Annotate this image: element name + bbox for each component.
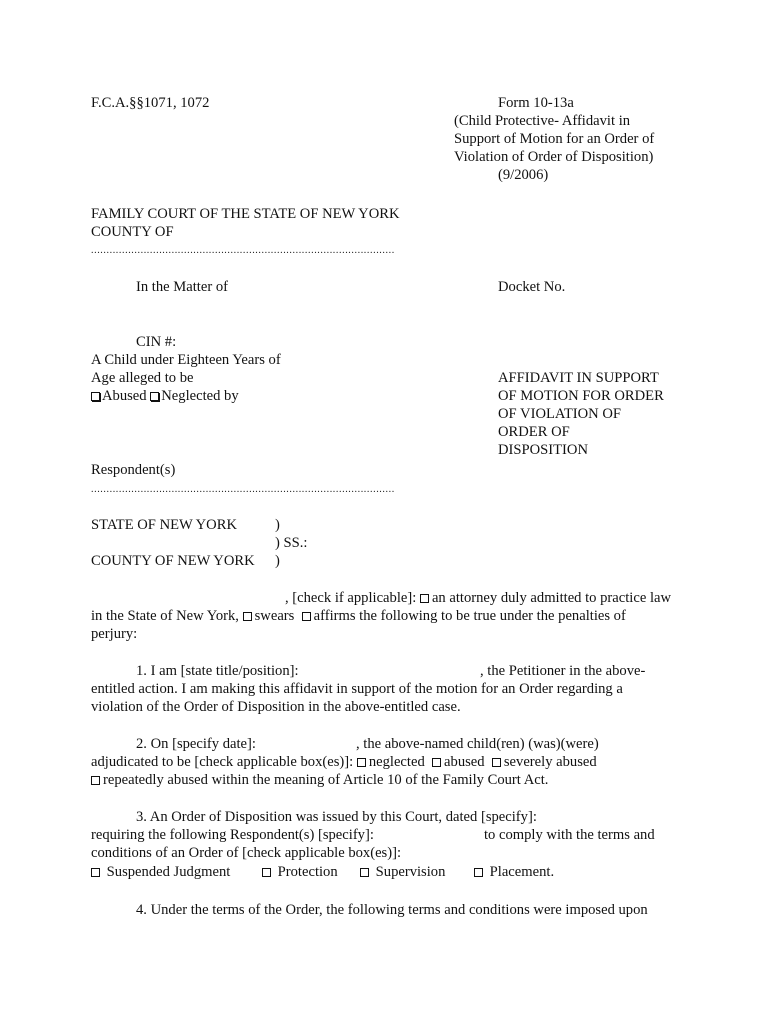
placement-checkbox[interactable]: [474, 868, 483, 877]
venue-paren-close: ): [275, 553, 280, 569]
document-title-line-3: OF VIOLATION OF: [498, 406, 621, 422]
neglected-finding-checkbox[interactable]: [357, 758, 366, 767]
intro-check-applicable: , [check if applicable]:: [285, 590, 417, 606]
para3-line-2b: to comply with the terms and: [484, 827, 655, 843]
child-description-line-1: A Child under Eighteen Years of: [91, 352, 281, 368]
abused-finding-checkbox[interactable]: [432, 758, 441, 767]
abused-checkbox[interactable]: [91, 392, 100, 401]
protection-label: Protection: [277, 864, 338, 880]
para1-line-1b: , the Petitioner in the above-: [480, 663, 646, 679]
swears-label: swears: [254, 608, 295, 624]
protection-checkbox[interactable]: [262, 868, 271, 877]
venue-state: STATE OF NEW YORK: [91, 517, 237, 533]
suspended-judgment-label: Suspended Judgment: [106, 864, 231, 880]
statute-reference: F.C.A.§§1071, 1072: [91, 95, 210, 111]
severely-abused-label: severely abused: [503, 754, 597, 770]
neglected-checkbox[interactable]: [150, 392, 159, 401]
repeatedly-abused-label: repeatedly abused within the meaning of Article 10 of the Family Court Act.: [103, 772, 549, 788]
document-title-line-1: AFFIDAVIT IN SUPPORT: [498, 370, 659, 386]
respondent-label: Respondent(s): [91, 462, 176, 478]
order-type-option-suspended: [91, 863, 230, 881]
intro-line-2: [91, 607, 626, 625]
court-name: FAMILY COURT OF THE STATE OF NEW YORK: [91, 206, 400, 222]
attorney-checkbox[interactable]: [420, 594, 429, 603]
order-type-option-placement: [474, 863, 554, 881]
neglected-label: Neglected by: [161, 388, 239, 404]
supervision-label: Supervision: [375, 864, 446, 880]
form-description-line-2: Support of Motion for an Order of: [454, 131, 655, 147]
child-description-line-2: Age alleged to be: [91, 370, 194, 386]
para4-line-1: 4. Under the terms of the Order, the following terms and conditions were imposed upon: [136, 902, 648, 918]
abused-label: Abused: [102, 388, 147, 404]
supervision-checkbox[interactable]: [360, 868, 369, 877]
form-description-line-1: (Child Protective- Affidavit in: [454, 113, 631, 129]
affirms-checkbox[interactable]: [302, 612, 311, 621]
affirms-label: affirms the following to be true under the penalties of: [313, 608, 626, 624]
order-type-option-protection: [262, 863, 338, 881]
para3-line-3: conditions of an Order of [check applicable box(es)]:: [91, 845, 401, 861]
suspended-judgment-checkbox[interactable]: [91, 868, 100, 877]
abused-finding-label: abused: [444, 754, 485, 770]
para1-line-3: violation of the Order of Disposition in the above-entitled case.: [91, 699, 461, 715]
para3-line-2a: requiring the following Respondent(s) [specify]:: [91, 827, 374, 843]
attorney-label: an attorney duly admitted to practice law: [431, 590, 672, 606]
caption-separator-bottom: ..................................................................................................: [91, 485, 395, 495]
neglected-finding-label: neglected: [368, 754, 425, 770]
caption-separator-top: ..................................................................................................: [91, 246, 395, 256]
document-title-line-5: DISPOSITION: [498, 442, 588, 458]
abused-neglected-line: [91, 387, 239, 405]
swears-checkbox[interactable]: [243, 612, 252, 621]
para2-adjudicated-text: adjudicated to be [check applicable box(es)]:: [91, 754, 354, 770]
matter-label: In the Matter of: [136, 279, 228, 295]
court-county-label: COUNTY OF: [91, 224, 174, 240]
order-type-option-supervision: [360, 863, 445, 881]
para2-line-1b: , the above-named child(ren) (was)(were): [356, 736, 599, 752]
repeatedly-abused-checkbox[interactable]: [91, 776, 100, 785]
para2-line-2: [91, 753, 597, 771]
venue-county: COUNTY OF NEW YORK: [91, 553, 255, 569]
form-number: Form 10-13a: [498, 95, 574, 111]
document-title-line-4: ORDER OF: [498, 424, 570, 440]
para3-line-1: 3. An Order of Disposition was issued by this Court, dated [specify]:: [136, 809, 537, 825]
placement-label: Placement.: [489, 864, 555, 880]
para2-line-3: [91, 771, 548, 789]
severely-abused-checkbox[interactable]: [492, 758, 501, 767]
form-description-line-3: Violation of Order of Disposition): [454, 149, 654, 165]
document-title-line-2: OF MOTION FOR ORDER: [498, 388, 664, 404]
intro-line-1: [285, 589, 671, 607]
para2-line-1a: 2. On [specify date]:: [136, 736, 256, 752]
cin-label: CIN #:: [136, 334, 177, 350]
form-date: (9/2006): [498, 167, 549, 183]
venue-ss: ) SS.:: [275, 535, 308, 551]
para1-line-2: entitled action. I am making this affidavit in support of the motion for an Order regarding a: [91, 681, 623, 697]
venue-paren-open: ): [275, 517, 280, 533]
intro-line-3: perjury:: [91, 626, 138, 642]
intro-state-text: in the State of New York,: [91, 608, 239, 624]
para1-line-1a: 1. I am [state title/position]:: [136, 663, 299, 679]
docket-label: Docket No.: [498, 279, 566, 295]
